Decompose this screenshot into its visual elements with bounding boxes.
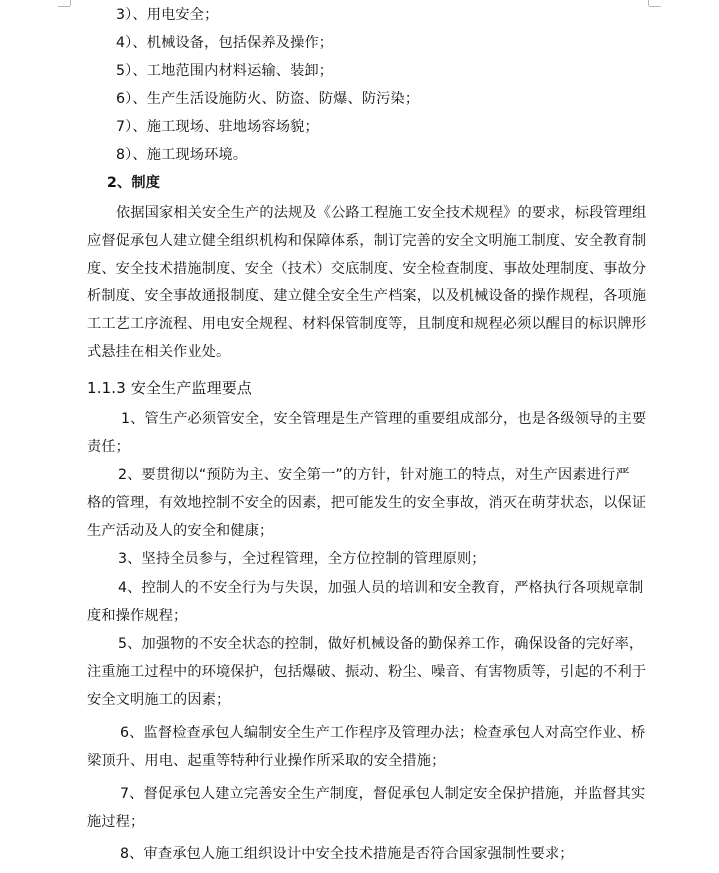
margin-mark-top-left-h <box>58 6 70 7</box>
point-item-2-line: 生产活动及人的安全和健康； <box>87 523 274 539</box>
point-item-4-line: 4、控制人的不安全行为与失误，加强人员的培训和安全教育，严格执行各项规章制 <box>118 580 644 596</box>
point-item-5-line: 注重施工过程中的环境保护，包括爆破、振动、粉尘、噪音、有害物质等，引起的不利于 <box>87 664 647 680</box>
point-item-1-line: 责任； <box>87 439 131 455</box>
point-item-7-line: 7、督促承包人建立完善安全生产制度，督促承包人制定安全保护措施，并监督其实 <box>120 786 646 802</box>
section-heading-system: 2、制度 <box>107 175 161 191</box>
point-item-1-line: 1、管生产必须管安全，安全管理是生产管理的重要组成部分，也是各级领导的主要 <box>121 411 647 427</box>
point-item-6-line: 梁顶升、用电、起重等特种行业操作所采取的安全措施； <box>87 753 446 769</box>
list-item-6: 6）、生产生活设施防火、防盗、防爆、防污染； <box>116 91 420 107</box>
paragraph-line: 工工艺工序流程、用电安全规程、材料保管制度等，且制度和规程必须以醒目的标识牌形 <box>87 316 647 332</box>
paragraph-line: 析制度、安全事故通报制度、建立健全安全生产档案，以及机械设备的操作规程，各项施 <box>87 288 647 304</box>
point-item-4-line: 度和操作规程； <box>87 608 188 624</box>
paragraph-line: 依据国家相关安全生产的法规及《公路工程施工安全技术规程》的要求，标段管理组 <box>116 205 647 221</box>
list-item-8: 8）、施工现场环境。 <box>116 147 248 163</box>
point-item-2-line: 格的管理，有效地控制不安全的因素，把可能发生的安全事故，消灭在萌芽状态，以保证 <box>87 495 647 511</box>
list-item-7: 7）、施工现场、驻地场容场貌； <box>116 119 319 135</box>
point-item-8-line: 8、审查承包人施工组织设计中安全技术措施是否符合国家强制性要求； <box>120 846 574 862</box>
margin-mark-top-right-h <box>649 6 661 7</box>
list-item-3: 3）、用电安全； <box>116 7 219 23</box>
point-item-7-line: 施过程； <box>87 814 145 830</box>
point-item-2-line: 2、要贯彻以“预防为主、安全第一”的方针，针对施工的特点，对生产因素进行严 <box>118 467 630 483</box>
point-item-5-line: 5、加强物的不安全状态的控制，做好机械设备的勤保养工作，确保设备的完好率， <box>118 636 644 652</box>
section-heading-safety-supervision: 1.1.3 安全生产监理要点 <box>87 379 253 397</box>
paragraph-line: 式悬挂在相关作业处。 <box>87 344 231 360</box>
paragraph-line: 应督促承包人建立健全组织机构和保障体系，制订完善的安全文明施工制度、安全教育制 <box>87 233 647 249</box>
point-item-5-line: 安全文明施工的因素； <box>87 692 231 708</box>
point-item-6-line: 6、监督检查承包人编制安全生产工作程序及管理办法；检查承包人对高空作业、桥 <box>120 725 646 741</box>
margin-mark-top-left <box>70 0 71 6</box>
paragraph-line: 度、安全技术措施制度、安全（技术）交底制度、安全检查制度、事故处理制度、事故分 <box>87 261 647 277</box>
point-item-3-line: 3、坚持全员参与，全过程管理，全方位控制的管理原则； <box>118 551 486 567</box>
list-item-5: 5）、工地范围内材料运输、装卸； <box>116 63 334 79</box>
list-item-4: 4）、机械设备，包括保养及操作； <box>116 35 334 51</box>
